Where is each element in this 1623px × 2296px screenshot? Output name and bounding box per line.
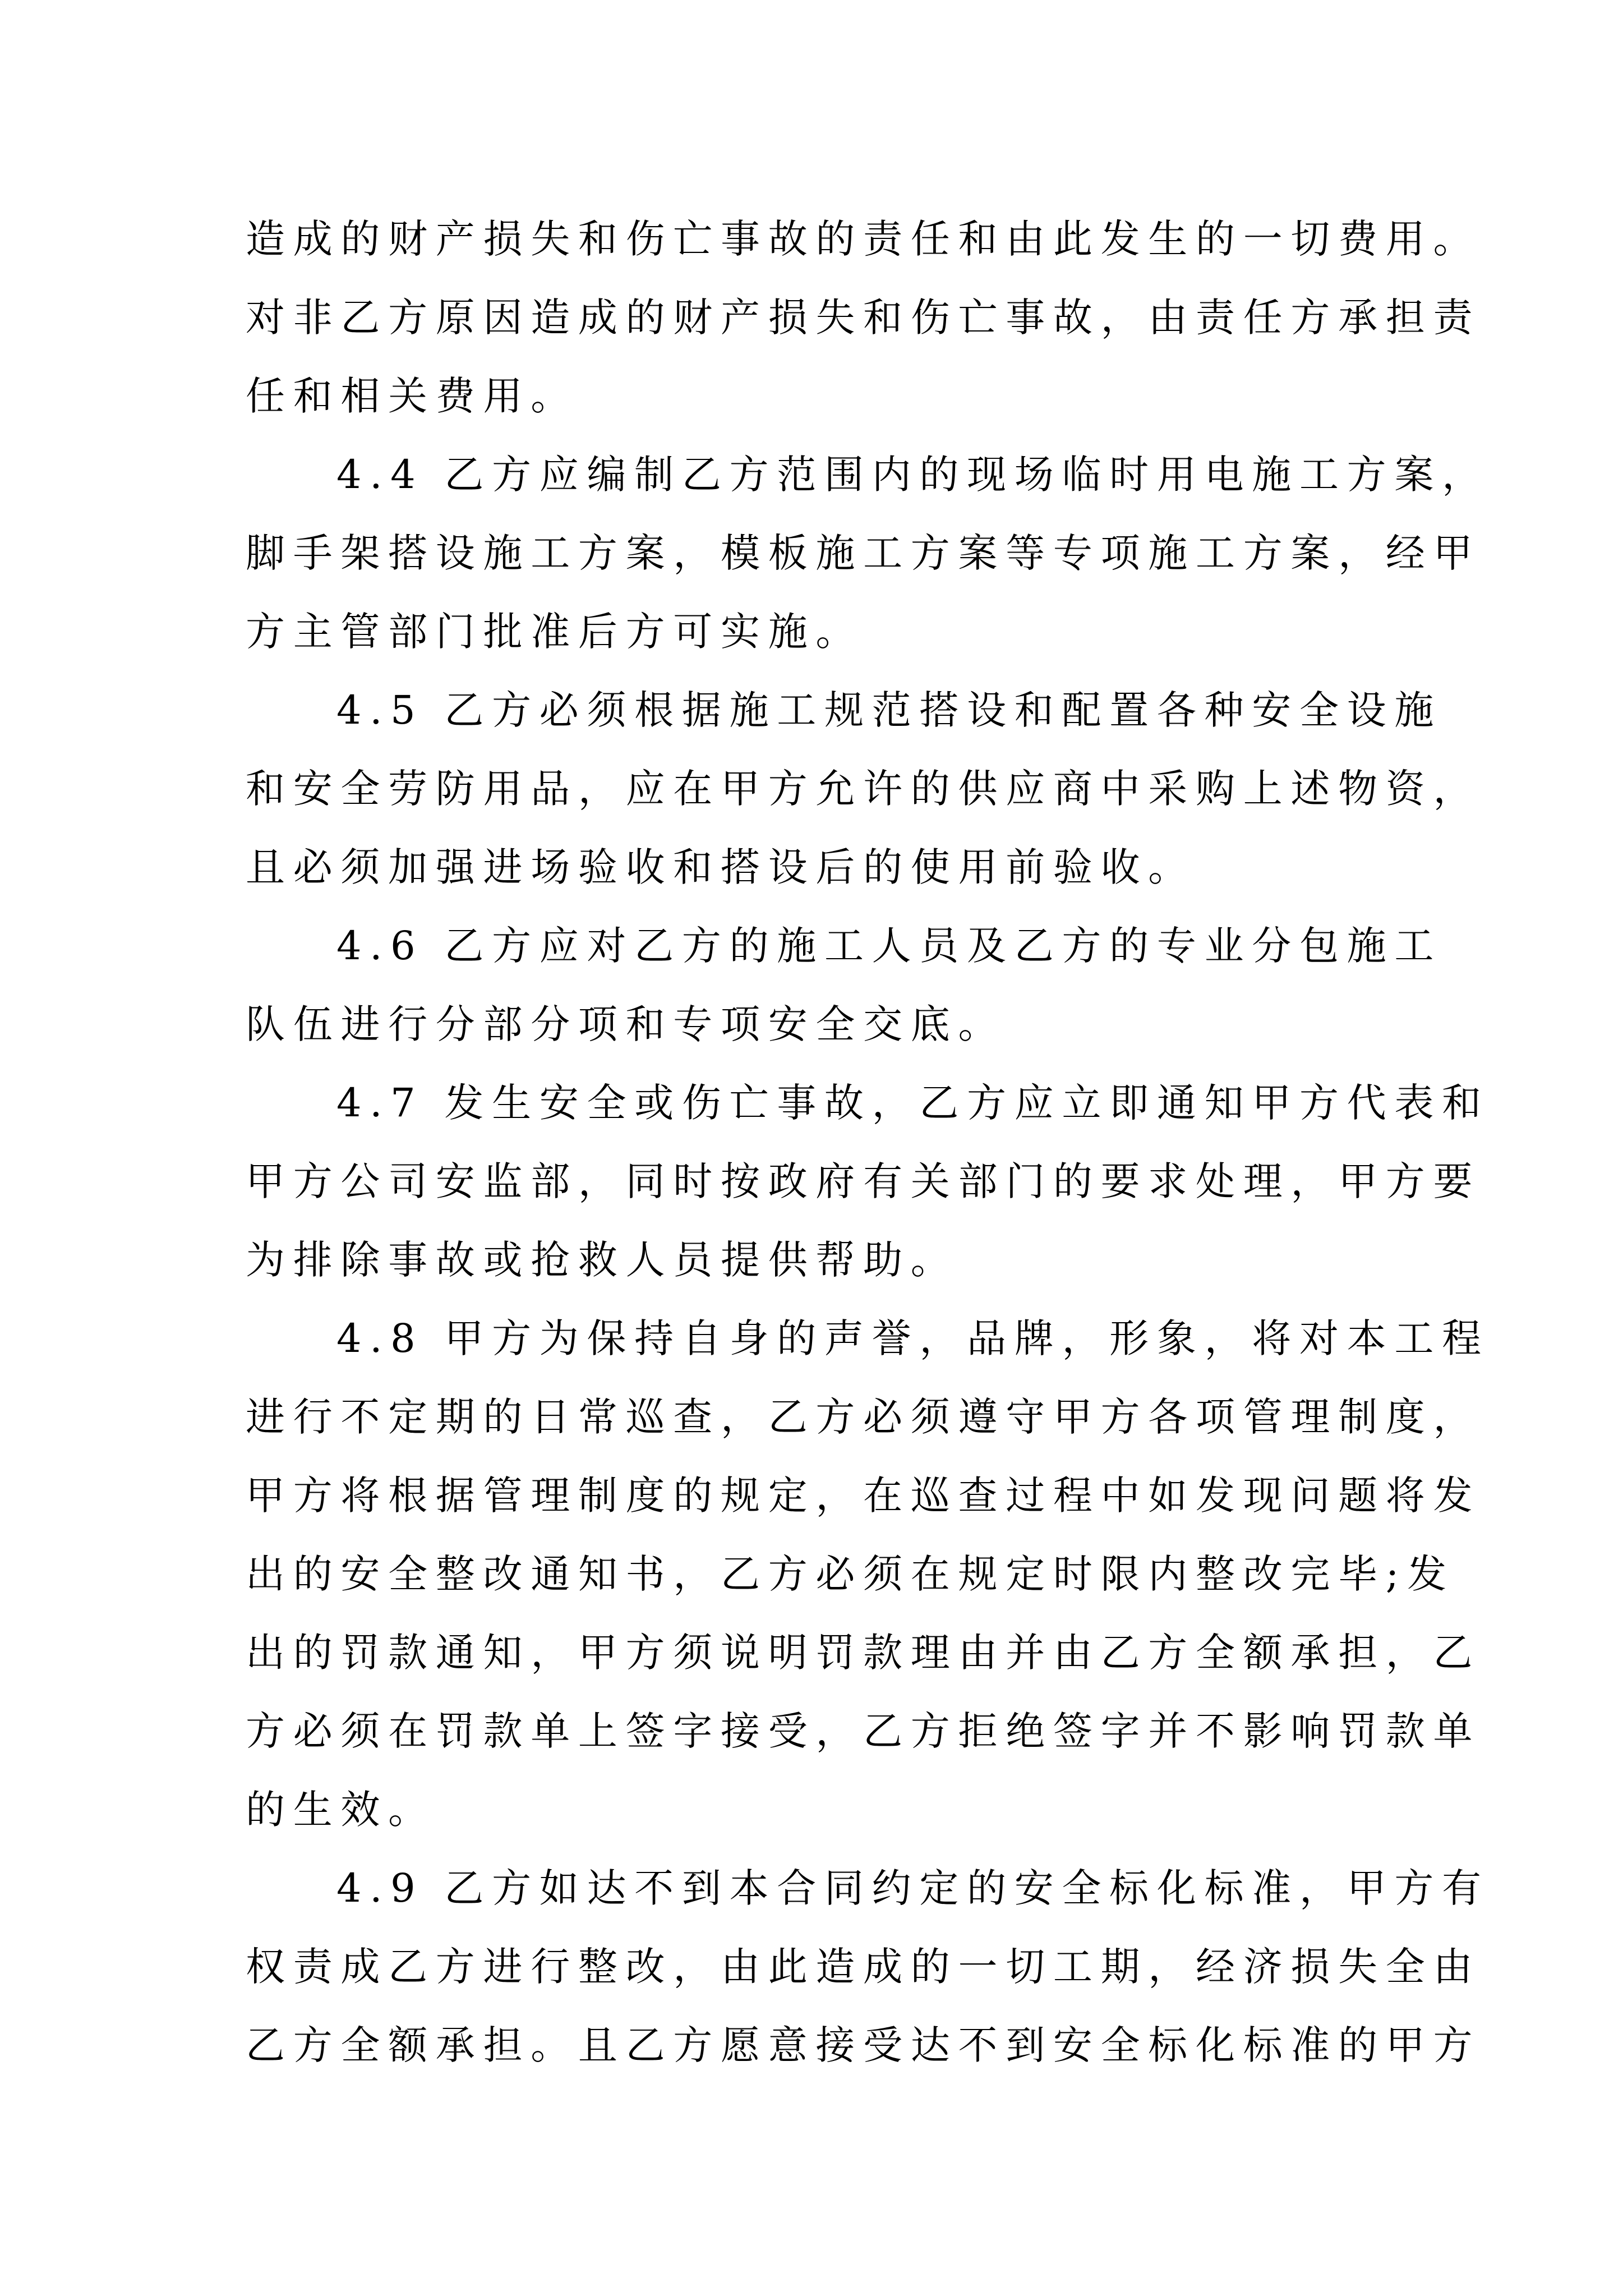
text-line: 乙方全额承担。且乙方愿意接受达不到安全标化标准的甲方	[246, 2022, 1481, 2068]
text-line: 权责成乙方进行整改，由此造成的一切工期，经济损失全由	[246, 1944, 1481, 1990]
text-line: 造成的财产损失和伤亡事故的责任和由此发生的一切费用。	[246, 216, 1481, 262]
text-line: 对非乙方原因造成的财产损失和伤亡事故，由责任方承担责	[246, 295, 1481, 341]
text-line: 脚手架搭设施工方案，模板施工方案等专项施工方案，经甲	[246, 530, 1481, 576]
text-line: 且必须加强进场验收和搭设后的使用前验收。	[246, 844, 1196, 890]
text-line: 和安全劳防用品，应在甲方允许的供应商中采购上述物资，	[246, 766, 1481, 812]
text-line: 出的安全整改通知书，乙方必须在规定时限内整改完毕;发	[246, 1551, 1455, 1597]
text-line: 甲方将根据管理制度的规定，在巡查过程中如发现问题将发	[246, 1473, 1481, 1519]
text-line: 的生效。	[246, 1787, 436, 1833]
clause-4-4-start: 4.4 乙方应编制乙方范围内的现场临时用电施工方案，	[336, 452, 1490, 498]
clause-4-6-start: 4.6 乙方应对乙方的施工人员及乙方的专业分包施工	[336, 923, 1442, 969]
clause-4-7-start: 4.7 发生安全或伤亡事故，乙方应立即通知甲方代表和	[336, 1080, 1490, 1126]
clause-4-9-start: 4.9 乙方如达不到本合同约定的安全标化标准，甲方有	[336, 1865, 1490, 1911]
contract-text	[246, 200, 1490, 2085]
text-line: 方必须在罚款单上签字接受，乙方拒绝签字并不影响罚款单	[246, 1708, 1481, 1754]
text-line: 方主管部门批准后方可实施。	[246, 609, 864, 655]
text-line: 队伍进行分部分项和专项安全交底。	[246, 1001, 1006, 1047]
clause-4-5-start: 4.5 乙方必须根据施工规范搭设和配置各种安全设施	[336, 687, 1442, 733]
text-line: 甲方公司安监部，同时按政府有关部门的要求处理，甲方要	[246, 1158, 1481, 1204]
text-line: 出的罚款通知，甲方须说明罚款理由并由乙方全额承担，乙	[246, 1630, 1481, 1676]
text-line: 任和相关费用。	[246, 373, 578, 419]
text-line: 进行不定期的日常巡查，乙方必须遵守甲方各项管理制度，	[246, 1394, 1481, 1440]
clause-4-8-start: 4.8 甲方为保持自身的声誉，品牌，形象，将对本工程	[336, 1315, 1490, 1361]
text-line: 为排除事故或抢救人员提供帮助。	[246, 1237, 958, 1283]
